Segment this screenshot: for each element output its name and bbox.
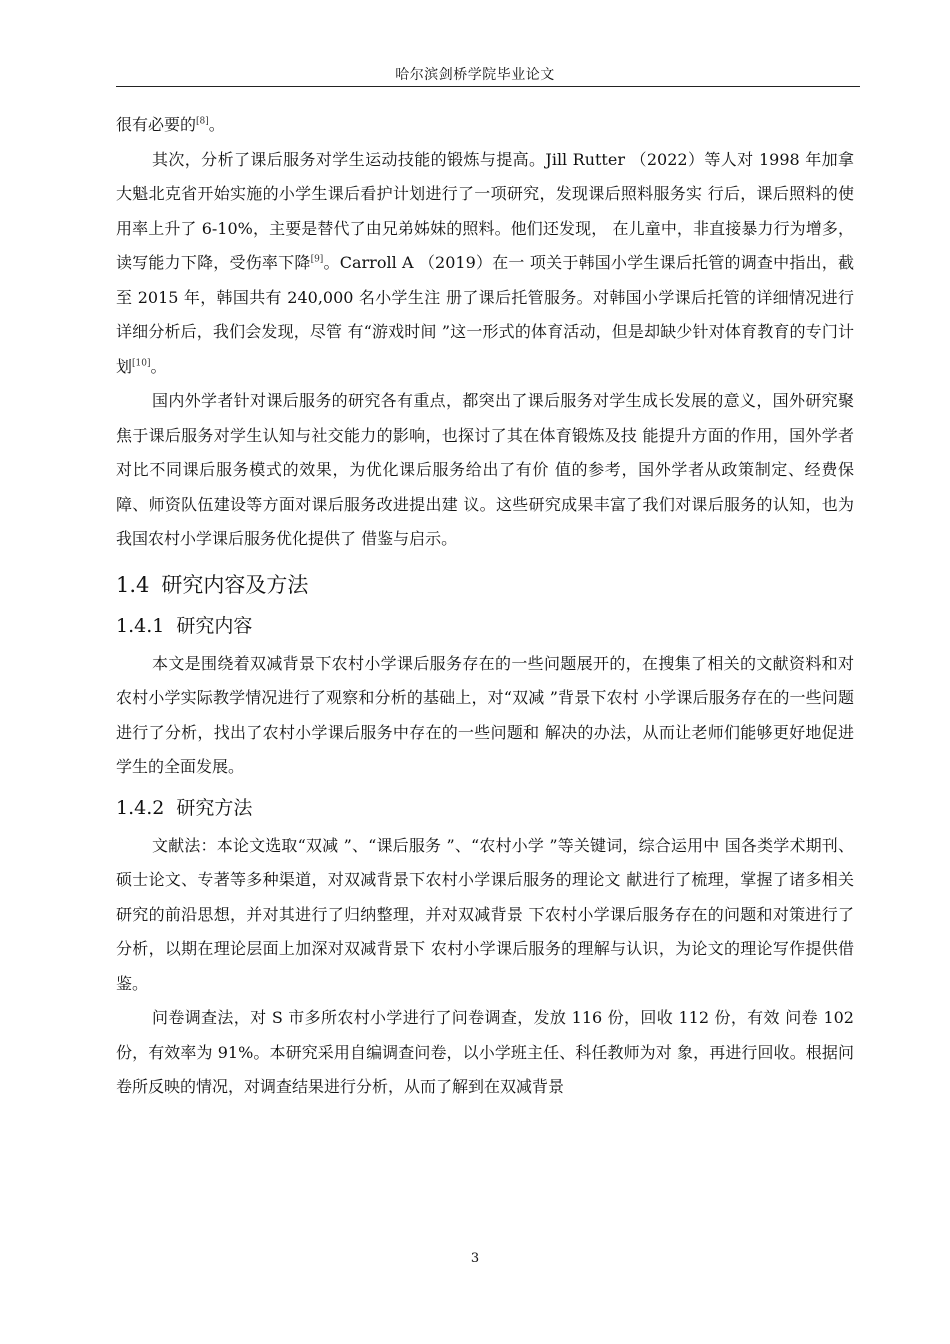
section-number: 1.4 [116, 572, 150, 597]
subsection-number: 1.4.2 [116, 796, 165, 819]
page-header-title: 哈尔滨剑桥学院毕业论文 [395, 67, 555, 83]
header-rule [116, 86, 860, 87]
subsection-heading-1-4-2 [116, 791, 854, 825]
paragraph-2-text-1: 其次，分析了课后服务对学生运动技能的锻炼与提高。Jill Rutter （2022）等人对 1998 年加拿大魁北克省开始实施的小学生课后看护计划进行了一项研究，发现课后照料服务实 行后，课后照料的使用率上升了 6-10%，主要是替代了由兄弟姊妹的照料。他们还发现， 在儿童中，非直接暴力行为增多，读写能力下降，受伤率下降 [116, 149, 854, 272]
paragraph-6: 问卷调查法，对 S 市多所农村小学进行了问卷调查，发放 116 份，回收 112 份，有效 问卷 102 份，有效率为 91%。本研究采用自编调查问卷，以小学班主任、科任教师为对 象，再进行回收。根据问卷所反映的情况，对调查结果进行分析，从而了解到在双减背景 [116, 1008, 854, 1096]
page-number: 3 [470, 1251, 480, 1266]
paragraph-5: 文献法：本论文选取“双减 ”、“课后服务 ”、“农村小学 ”等关键词，综合运用中 国各类学术期刊、硕士论文、专著等多种渠道，对双减背景下农村小学课后服务的理论文 献进行了梳理，掌握了诸多相关研究的前沿思想，并对其进行了归纳整理，并对双减背景 下农村小学课后服务存在的问题和对策进行了分析，以期在理论层面上加深对双减背景下 农村小学课后服务的理解与认识，为论文的理论写作提供借鉴。 [116, 835, 854, 993]
paragraph-4: 本文是围绕着双减背景下农村小学课后服务存在的一些问题展开的，在搜集了相关的文献资料和对农村小学实际教学情况进行了观察和分析的基础上，对“双减 ”背景下农村 小学课后服务存在的一些问题进行了分析，找出了农村小学课后服务中存在的一些问题和 解决的办法，从而让老师们能够更好地促进学生的全面发展。 [116, 653, 854, 776]
paragraph-1 [116, 108, 854, 143]
citation-10: [10] [132, 358, 151, 369]
paragraph-2 [116, 143, 854, 385]
paragraph-1-end: 。 [208, 115, 225, 134]
section-heading-1-4 [116, 567, 854, 603]
subsection-number: 1.4.1 [116, 614, 165, 637]
subsection-title: 研究方法 [176, 796, 253, 819]
section-title: 研究内容及方法 [161, 572, 309, 597]
page-body [116, 108, 854, 1105]
subsection-heading-1-4-1 [116, 609, 854, 643]
citation-9: [9] [310, 254, 324, 265]
paragraph-2-text-2: 。Carroll A （2019）在一 项关于韩国小学生课后托管的调查中指出，截至 2015 年，韩国共有 240,000 名小学生注 册了课后托管服务。对韩国小学课后托管的详细情况进行详细分析后，我们会发现，尽管 有“游戏时间 ”这一形式的体育活动，但是却缺少针对体育教育的专门计划 [116, 253, 854, 376]
paragraph-2-end: 。 [150, 356, 167, 376]
paragraph-3: 国内外学者针对课后服务的研究各有重点，都突出了课后服务对学生成长发展的意义，国外研究聚焦于课后服务对学生认知与社交能力的影响，也探讨了其在体育锻炼及技 能提升方面的作用，国外学者对比不同课后服务模式的效果，为优化课后服务给出了有价 值的参考，国外学者从政策制定、经费保障、师资队伍建设等方面对课后服务改进提出建 议。这些研究成果丰富了我们对课后服务的认知，也为我国农村小学课后服务优化提供了 借鉴与启示。 [116, 391, 854, 548]
paragraph-1-text: 很有必要的 [116, 115, 197, 134]
subsection-title: 研究内容 [176, 614, 253, 637]
citation-8: [8] [196, 116, 209, 127]
